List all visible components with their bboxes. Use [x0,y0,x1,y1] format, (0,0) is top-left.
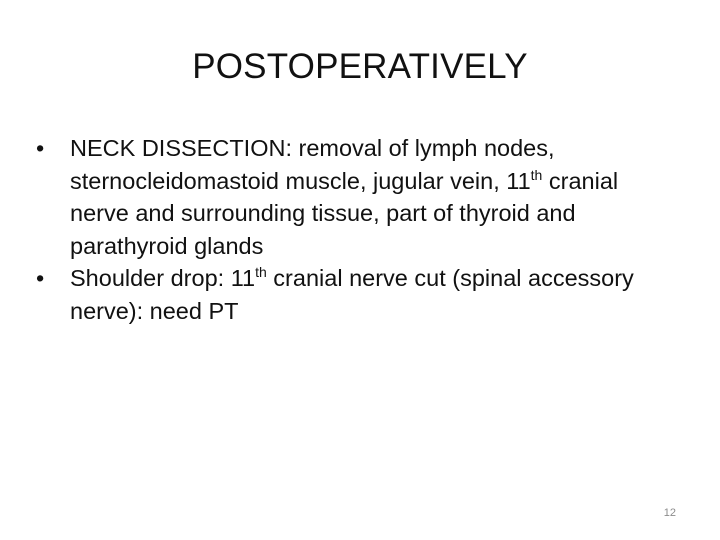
bullet-icon: • [36,135,45,161]
bullet-item-shoulder-drop [36,262,676,327]
bullet-text-before: NECK DISSECTION: removal of lymph nodes, sternocleidomastoid muscle, jugular vein, 11 [70,135,555,194]
bullet-item-neck-dissection [36,132,676,262]
bullet-text-superscript: th [255,264,267,280]
bullet-text-after: cranial nerve cut (spinal accessory nerve): need PT [70,265,634,324]
bullet-icon: • [36,265,45,291]
bullet-list [36,132,676,327]
bullet-text-after: cranial nerve and surrounding tissue, part of thyroid and parathyroid glands [70,167,619,259]
bullet-text-superscript: th [530,166,543,183]
slide-number: 12 [663,507,676,519]
bullet-text-before: Shoulder drop: 11 [70,265,256,291]
slide-title: POSTOPERATIVELY [192,47,528,86]
